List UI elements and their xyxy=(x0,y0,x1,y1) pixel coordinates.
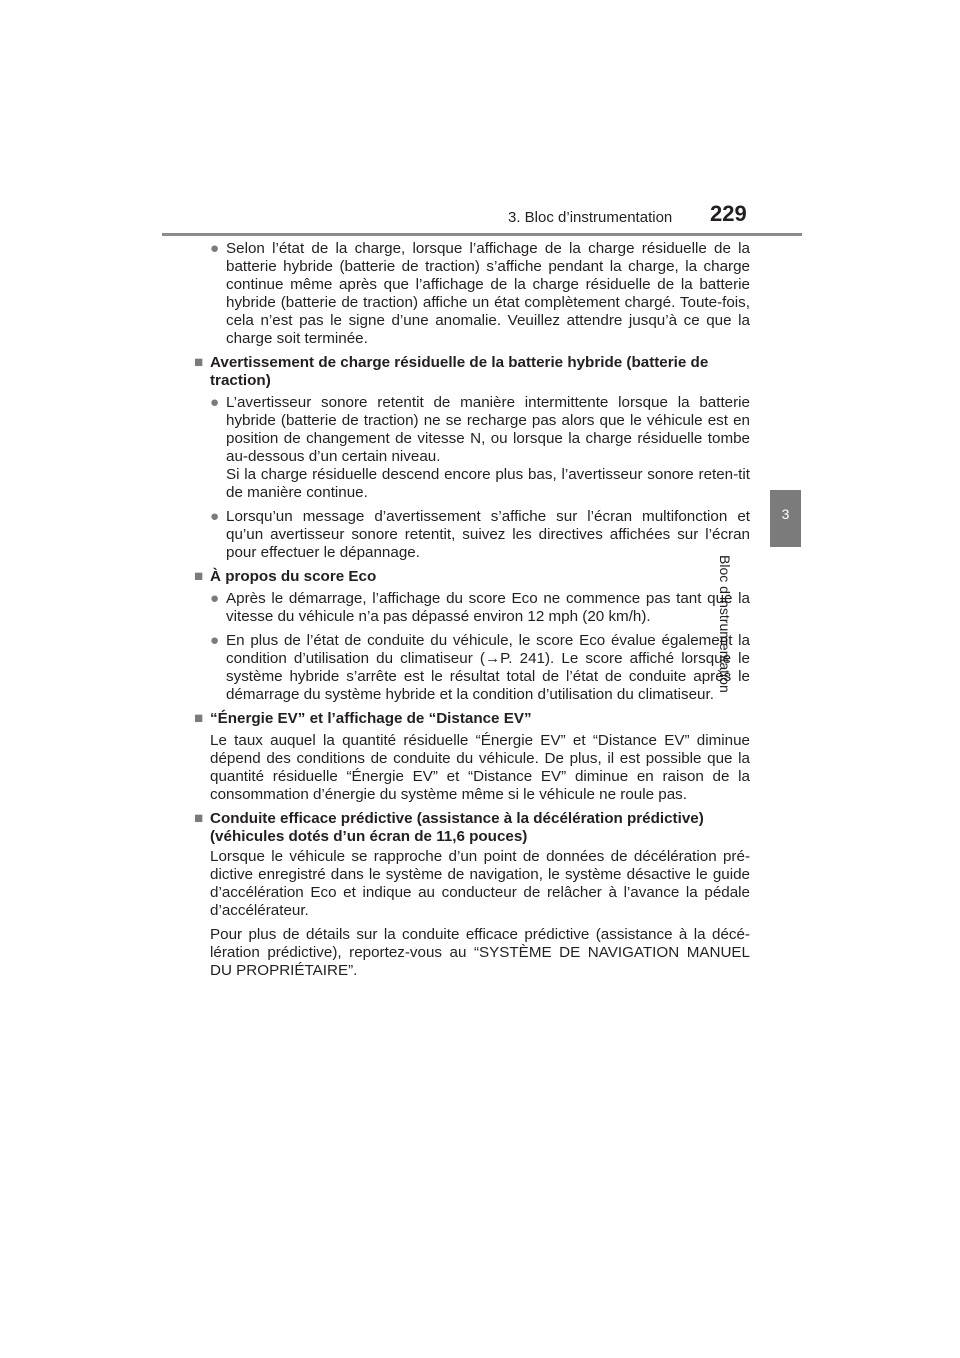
bullet-icon: ● xyxy=(210,590,220,607)
bullet-icon: ● xyxy=(210,632,220,649)
section-heading-text: Conduite efficace prédictive (assistance à la décélération prédictive) xyxy=(210,810,704,827)
section-heading-subtext: (véhicules dotés d’un écran de 11,6 pouces) xyxy=(210,828,528,845)
section-heading-text: “Énergie EV” et l’affichage de “Distance EV” xyxy=(210,710,532,727)
bullet-icon: ● xyxy=(210,394,220,411)
paragraph: Lorsque le véhicule se rapproche d’un point de données de décélération pré-dictive enregistré dans le système de navigation, le système désactive le guide d’accélération Eco et indique au conducteur de relâcher à l’avance la pédale d’accélérateur. xyxy=(210,848,750,919)
section-heading-text: Avertissement de charge résiduelle de la batterie hybride (batterie de traction) xyxy=(210,354,709,389)
section-heading-text: À propos du score Eco xyxy=(210,568,377,585)
bullet-text: Après le démarrage, l’affichage du score Eco ne commence pas tant que la vitesse du véhicule n’a pas dépassé environ 12 mph (20 km/h). xyxy=(226,590,750,625)
header-section-title: 3. Bloc d’instrumentation xyxy=(508,209,673,226)
section-heading xyxy=(194,568,750,586)
bullet-item xyxy=(210,240,750,348)
bullet-icon: ● xyxy=(210,240,220,257)
section-heading xyxy=(194,810,750,846)
bullet-text: Lorsqu’un message d’avertissement s’affiche sur l’écran multifonction et qu’un avertisseur sonore retentit, suivez les directives affichées sur l’écran pour effectuer le dépannage. xyxy=(226,508,750,561)
bullet-text: Selon l’état de la charge, lorsque l’affichage de la charge résiduelle de la batterie hybride (batterie de traction) s’affiche pendant la charge, la charge continue même après que l’affichage de la charge résiduelle de la batterie hybride (batterie de traction) affiche un état complètement chargé. Toute-fois, cela n’est pas le signe d’une anomalie. Veuillez attendre jusqu’à ce que la charge soit terminée. xyxy=(226,240,750,347)
paragraph: Pour plus de détails sur la conduite efficace prédictive (assistance à la décé-lération prédictive), reportez-vous au “SYSTÈME DE NAVIGATION MANUEL DU PROPRIÉTAIRE”. xyxy=(210,926,750,979)
section-heading xyxy=(194,710,750,728)
square-icon: ■ xyxy=(194,354,204,371)
bullet-item xyxy=(210,508,750,562)
square-icon: ■ xyxy=(194,810,204,827)
page-number: 229 xyxy=(710,201,747,226)
bullet-text: L’avertisseur sonore retentit de manière intermittente lorsque la batterie hybride (batterie de traction) ne se recharge pas alors que le véhicule est en position de changement de vitesse N, ou lorsque la charge résiduelle tombe au-dessous d’un certain niveau. xyxy=(226,394,750,465)
chapter-side-label-text: Bloc d’instrumentation xyxy=(717,555,734,693)
chapter-side-label xyxy=(717,555,801,705)
bullet-icon: ● xyxy=(210,508,220,525)
bullet-text: En plus de l’état de conduite du véhicule, le score Eco évalue également la condition d’utilisation du climatiseur (→P. 241). Le score affiché lorsque le système hybride s’arrête est le résultat total de l’état de conduite après le démarrage du système hybride et la condition d’utilisation du climatiseur. xyxy=(226,632,750,703)
page-content xyxy=(194,240,750,986)
paragraph: Le taux auquel la quantité résiduelle “Énergie EV” et “Distance EV” diminue dépend des conditions de conduite du véhicule. De plus, il est possible que la quantité résiduelle “Énergie EV” et “Distance EV” diminue en raison de la consommation d’énergie du système même si le véhicule ne roule pas. xyxy=(210,732,750,803)
header-divider xyxy=(162,233,802,236)
bullet-item xyxy=(210,394,750,502)
bullet-text-continued: Si la charge résiduelle descend encore plus bas, l’avertisseur sonore reten-tit de manière continue. xyxy=(226,466,750,501)
chapter-tab: 3 xyxy=(770,490,801,547)
section-heading xyxy=(194,354,750,390)
bullet-item xyxy=(210,632,750,704)
square-icon: ■ xyxy=(194,710,204,727)
bullet-item xyxy=(210,590,750,626)
square-icon: ■ xyxy=(194,568,204,585)
